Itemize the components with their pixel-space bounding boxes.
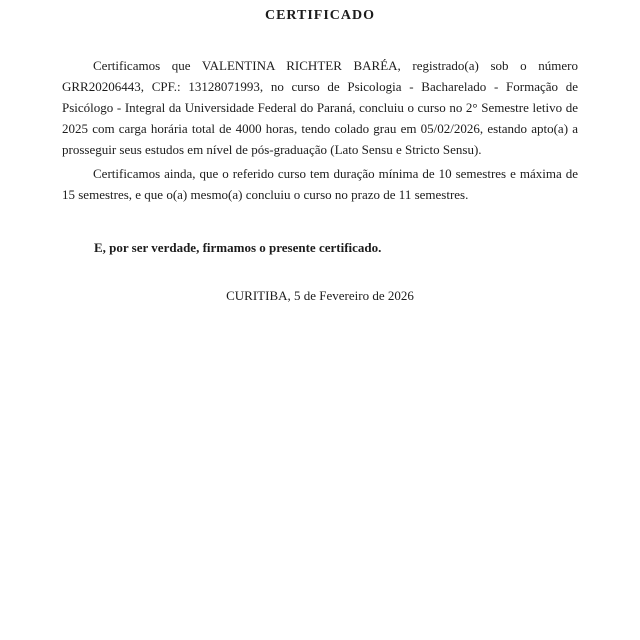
paragraph-line: prosseguir seus estudos em nível de pós-graduação (Lato Sensu e Stricto Sensu). <box>62 142 482 157</box>
paragraph-line: Certificamos que VALENTINA RICHTER BARÉA, registrado(a) sob o número <box>93 58 578 73</box>
city-date-line: CURITIBA, 5 de Fevereiro de 2026 <box>226 288 414 303</box>
paragraph-line: Psicólogo - Integral da Universidade Federal do Paraná, concluiu o curso no 2° Semestre letivo de <box>62 100 578 115</box>
certificate-paragraph-main <box>62 55 578 160</box>
paragraph-line: 15 semestres, e que o(a) mesmo(a) concluiu o curso no prazo de 11 semestres. <box>62 187 469 202</box>
closing-statement: E, por ser verdade, firmamos o presente certificado. <box>94 240 382 255</box>
certificate-title: CERTIFICADO <box>264 8 376 23</box>
paragraph-line: 2025 com carga horária total de 4000 horas, tendo colado grau em 05/02/2026, estando apto(a) a <box>62 121 578 136</box>
paragraph-line: Certificamos ainda, que o referido curso tem duração mínima de 10 semestres e máxima de <box>93 166 578 181</box>
paragraph-line: GRR20206443, CPF.: 13128071993, no curso de Psicologia - Bacharelado - Formação de <box>62 79 578 94</box>
certificate-paragraph-duration <box>62 163 578 205</box>
